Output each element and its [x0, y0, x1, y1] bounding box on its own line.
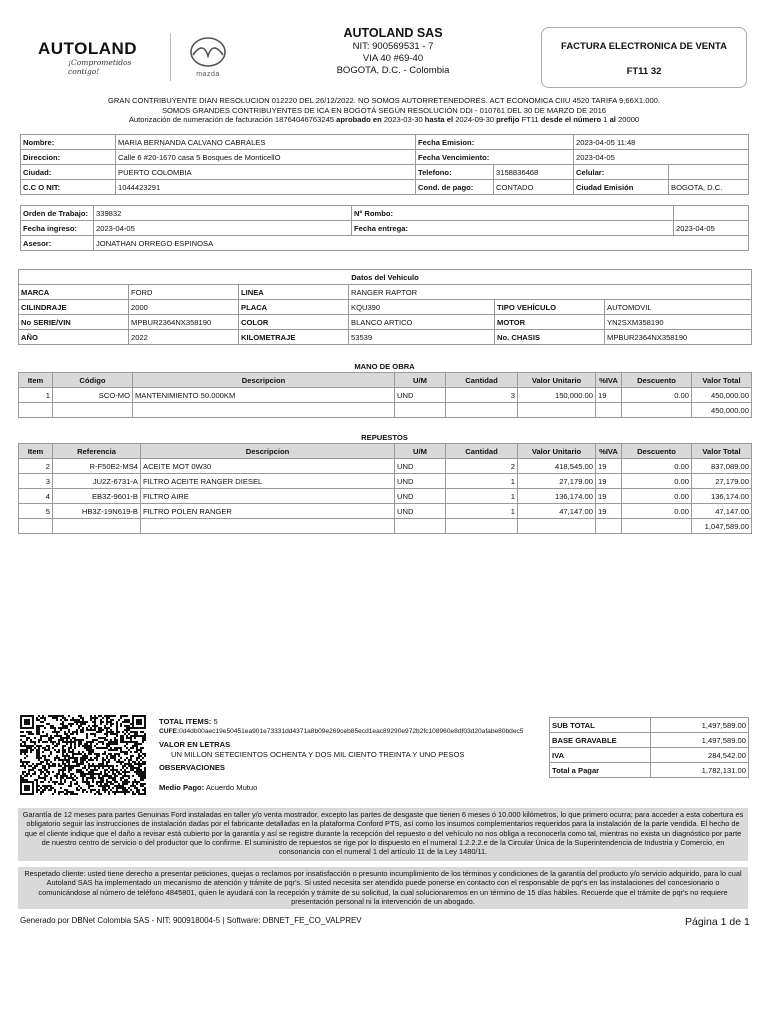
table-row	[19, 474, 752, 489]
item-discount: 0.00	[622, 504, 692, 519]
label: COLOR	[239, 315, 349, 330]
item-number: 1	[19, 388, 53, 403]
table-subtotal-row	[19, 403, 752, 418]
label: Ciudad Emisión	[574, 180, 669, 195]
item-unit: UND	[395, 388, 446, 403]
client-table	[20, 134, 749, 195]
label: Celular:	[574, 165, 669, 180]
column-header: %IVA	[596, 444, 622, 459]
item-quantity: 1	[446, 474, 518, 489]
label: Orden de Trabajo:	[21, 206, 94, 221]
company-info	[300, 26, 486, 77]
client-address: Calle 6 #20-1670 casa 5 Bosques de MonticellO	[116, 150, 416, 165]
table-row	[550, 763, 749, 778]
company-address: VIA 40 #69-40	[362, 53, 424, 64]
item-total: 837,089.00	[692, 459, 752, 474]
logo-divider	[170, 33, 171, 81]
label: OBSERVACIONES	[159, 763, 225, 772]
mazda-emblem-icon	[186, 36, 230, 68]
label: Nombre:	[21, 135, 116, 150]
vehicle-type: AUTOMOVIL	[605, 300, 752, 315]
vehicle-mileage: 53539	[349, 330, 495, 345]
client-phone: 3158836468	[494, 165, 574, 180]
client-nit: 1044423291	[116, 180, 416, 195]
invoice-id-box	[541, 27, 747, 88]
item-unit: UND	[395, 474, 446, 489]
column-header: Cantidad	[446, 373, 518, 388]
rombo-number	[674, 206, 749, 221]
item-quantity: 2	[446, 459, 518, 474]
column-header: Valor Unitario	[518, 444, 596, 459]
label: MARCA	[19, 285, 129, 300]
item-total: 136,174.00	[692, 489, 752, 504]
work-order: 339832	[94, 206, 352, 221]
item-reference: EB3Z-9601-B	[53, 489, 141, 504]
item-unit: UND	[395, 504, 446, 519]
vehicle-section-title: Datos del Vehiculo	[19, 270, 752, 285]
item-description: FILTRO AIRE	[141, 489, 395, 504]
labor-subtotal: 450,000.00	[692, 403, 752, 418]
totals-table	[549, 717, 749, 778]
item-iva: 19	[596, 459, 622, 474]
label: No. CHASIS	[495, 330, 605, 345]
table-row	[21, 180, 749, 195]
label: TOTAL ITEMS:	[159, 717, 212, 726]
item-quantity: 3	[446, 388, 518, 403]
item-reference: R-F50E2-MS4	[53, 459, 141, 474]
issue-date: 2023-04-05 11:48	[574, 135, 749, 150]
item-reference: JU2Z-6731-A	[53, 474, 141, 489]
item-total: 27,179.00	[692, 474, 752, 489]
advisor: JONATHAN ORREGO ESPINOSA	[94, 236, 749, 251]
item-unit-value: 150,000.00	[518, 388, 596, 403]
labor-table	[18, 372, 752, 418]
cufe-code: 0d4db00aec19e50451ea901e73331dd4371a8b09e269ceb85ecd1eac89290e972b2fc108960e8df03d20afabe80bdec5	[179, 728, 524, 735]
label: PLACA	[239, 300, 349, 315]
item-reference: HB3Z-19N619-B	[53, 504, 141, 519]
qr-code	[20, 715, 146, 795]
column-header: U/M	[395, 373, 446, 388]
taxable-base-value: 1,497,589.00	[651, 733, 749, 748]
label: Direccion:	[21, 150, 116, 165]
column-header: Descuento	[622, 444, 692, 459]
generated-by: Generado por DBNet Colombia SAS - NIT: 900918004-5 | Software: DBNET_FE_CO_VALPREV	[20, 916, 362, 925]
item-iva: 19	[596, 388, 622, 403]
label: LINEA	[239, 285, 349, 300]
item-unit-value: 136,174.00	[518, 489, 596, 504]
table-row	[19, 330, 752, 345]
item-quantity: 1	[446, 489, 518, 504]
client-city: PUERTO COLOMBIA	[116, 165, 416, 180]
notes-line-1: GRAN CONTRIBUYENTE DIAN RESOLUCION 012220 DEL 26/12/2022. NO SOMOS AUTORRETENEDORES. ACT ECONOMICA CIIU 4520 TARIFA 9,66X1.000.	[108, 96, 660, 105]
company-city: BOGOTA, D.C. - Colombia	[336, 65, 450, 76]
item-number: 2	[19, 459, 53, 474]
label: Nº Rombo:	[352, 206, 674, 221]
vehicle-motor: YN2SXM358190	[605, 315, 752, 330]
vehicle-color: BLANCO ARTICO	[349, 315, 495, 330]
issue-city: BOGOTA, D.C.	[669, 180, 749, 195]
amount-in-words: UN MILLON SETECIENTOS OCHENTA Y DOS MIL CIENTO TREINTA Y UNO PESOS	[171, 750, 465, 759]
table-row	[21, 135, 749, 150]
vehicle-displacement: 2000	[129, 300, 239, 315]
label: VALOR EN LETRAS	[159, 740, 231, 749]
item-unit-value: 418,545.00	[518, 459, 596, 474]
label: AÑO	[19, 330, 129, 345]
item-unit: UND	[395, 459, 446, 474]
labor-section-title: MANO DE OBRA	[354, 362, 415, 371]
label: Asesor:	[21, 236, 94, 251]
label: CUFE:	[159, 728, 180, 735]
company-name: AUTOLAND SAS	[343, 26, 443, 40]
subtotal-value: 1,497,589.00	[651, 718, 749, 733]
item-description: ACEITE MOT 0W30	[141, 459, 395, 474]
item-description: FILTRO POLEN RANGER	[141, 504, 395, 519]
table-row	[19, 300, 752, 315]
label: TIPO VEHÍCULO	[495, 300, 605, 315]
logo-slogan: ¡Comprometidos contigo!	[68, 58, 132, 76]
legal-notes	[20, 96, 748, 125]
item-iva: 19	[596, 474, 622, 489]
item-description: FILTRO ACEITE RANGER DIESEL	[141, 474, 395, 489]
label: Fecha Vencimiento:	[416, 150, 574, 165]
autoland-logo	[38, 40, 158, 76]
item-unit-value: 27,179.00	[518, 474, 596, 489]
item-code: SCO-MO	[53, 388, 133, 403]
label: Fecha entrega:	[352, 221, 674, 236]
column-header: Item	[19, 373, 53, 388]
page-number: Página 1 de 1	[685, 916, 750, 928]
item-unit-value: 47,147.00	[518, 504, 596, 519]
item-iva: 19	[596, 504, 622, 519]
table-row	[21, 150, 749, 165]
guarantee-notice: Garantía de 12 meses para partes Genuinas Ford instaladas en taller y/o venta mostrador, excepto las partes de desgaste que tienen 6 meses ó 10.000 kilómetros, lo que primero ocurra; para acceder a esta cobertura es obligatorio seguir las instrucciones de instalación dadas por el fabricante detalladas en la plataforma Conford PTS, así como los insumos complementarios requeridos para la instalación de la parte vendida. El hecho de que el cliente indique que el daño a revisar está cubierto por la garantía y así se registre durante la recepción del repuesto o del vehículo no nos obliga a reconocerla como tal, mientras no exista un diagnóstico por parte de nuestro centro de servicio o del productor que lo confirme. El suministro de repuestos se rige por lo dispuesto en el numeral 1.2.2.2.e de la Circular Única de la Superintendencia de Industria y Comercio, en consonancia con el numeral 1 del artículo 11 de la Ley 1480/11.	[18, 808, 748, 861]
table-row	[21, 221, 749, 236]
delivery-date: 2023-04-05	[674, 221, 749, 236]
client-mobile	[669, 165, 749, 180]
payment-method: Acuerdo Mutuo	[205, 783, 258, 792]
column-header: Valor Unitario	[518, 373, 596, 388]
label: Medio Pago:	[159, 783, 205, 792]
label: Ciudad:	[21, 165, 116, 180]
table-row	[19, 459, 752, 474]
label: No SERIE/VIN	[19, 315, 129, 330]
item-number: 3	[19, 474, 53, 489]
table-row	[21, 236, 749, 251]
logo-wordmark: AUTOLAND	[38, 39, 138, 58]
column-header: %IVA	[596, 373, 622, 388]
item-unit: UND	[395, 489, 446, 504]
column-header: Descripcion	[141, 444, 395, 459]
table-subtotal-row	[19, 519, 752, 534]
item-total: 47,147.00	[692, 504, 752, 519]
vehicle-plate: KQU390	[349, 300, 495, 315]
mazda-logo	[186, 36, 230, 80]
label: C.C O NIT:	[21, 180, 116, 195]
total-items: 5	[213, 717, 218, 726]
parts-section-title: REPUESTOS	[361, 433, 408, 442]
total-to-pay: 1,782,131.00	[651, 763, 749, 778]
vehicle-brand: FORD	[129, 285, 239, 300]
item-iva: 19	[596, 489, 622, 504]
table-header-row	[19, 444, 752, 459]
item-discount: 0.00	[622, 489, 692, 504]
table-row	[550, 748, 749, 763]
column-header: U/M	[395, 444, 446, 459]
column-header: Descripcion	[133, 373, 395, 388]
parts-table	[18, 443, 752, 534]
column-header: Valor Total	[692, 373, 752, 388]
table-row	[19, 388, 752, 403]
label: SUB TOTAL	[550, 718, 651, 733]
column-header: Descuento	[622, 373, 692, 388]
vehicle-year: 2022	[129, 330, 239, 345]
notes-authorization: Autorización de numeración de facturación 18764046763245 aprobado en 2023-03-30 hasta el 2024-09-30 prefijo FT11 desde el número 1 al 20000	[128, 115, 640, 124]
table-row	[19, 504, 752, 519]
company-nit: NIT: 900569531 - 7	[352, 41, 434, 52]
vehicle-line: RANGER RAPTOR	[349, 285, 752, 300]
mazda-wordmark: mazda	[196, 71, 220, 78]
iva-value: 284,542.00	[651, 748, 749, 763]
column-header: Referencia	[53, 444, 141, 459]
invoice-number: FT11 32	[626, 66, 662, 77]
entry-date: 2023-04-05	[94, 221, 352, 236]
item-number: 4	[19, 489, 53, 504]
item-total: 450,000.00	[692, 388, 752, 403]
label: Telefono:	[416, 165, 494, 180]
column-header: Valor Total	[692, 444, 752, 459]
invoice-type: FACTURA ELECTRONICA DE VENTA	[561, 41, 727, 52]
table-row	[550, 733, 749, 748]
vehicle-table	[18, 269, 752, 345]
parts-subtotal: 1,047,589.00	[692, 519, 752, 534]
label: IVA	[550, 748, 651, 763]
label: Cond. de pago:	[416, 180, 494, 195]
table-row	[21, 206, 749, 221]
table-row	[21, 165, 749, 180]
label: BASE GRAVABLE	[550, 733, 651, 748]
label: CILINDRAJE	[19, 300, 129, 315]
item-number: 5	[19, 504, 53, 519]
table-row	[19, 285, 752, 300]
column-header: Cantidad	[446, 444, 518, 459]
item-description: MANTENIMIENTO 50.000KM	[133, 388, 395, 403]
invoice-summary	[159, 717, 549, 793]
label: Fecha ingreso:	[21, 221, 94, 236]
item-discount: 0.00	[622, 459, 692, 474]
order-table	[20, 205, 749, 251]
due-date: 2023-04-05	[574, 150, 749, 165]
label: Total a Pagar	[550, 763, 651, 778]
table-row	[19, 270, 752, 285]
table-row	[19, 489, 752, 504]
notes-line-2: SOMOS GRANDES CONTRIBUYENTES DE ICA EN BOGOTÁ SEGÚN RESOLUCIÓN DDI - 010761 DEL 30 DE MARZO DE 2016	[161, 105, 607, 115]
label: Fecha Emision:	[416, 135, 574, 150]
label: MOTOR	[495, 315, 605, 330]
vehicle-vin: MPBUR2364NX358190	[129, 315, 239, 330]
label: KILOMETRAJE	[239, 330, 349, 345]
table-header-row	[19, 373, 752, 388]
column-header: Item	[19, 444, 53, 459]
table-row	[19, 315, 752, 330]
pqr-notice: Respetado cliente: usted tiene derecho a presentar peticiones, quejas o reclamos por insatisfacción o presunto incumplimiento de los términos y condiciones de la garantía del producto y/o servicio adquirido, para lo cual Autoland SAS ha implementado un mecanismo de atención y trámite de pqr's. Si usted necesita ser atendido puede ponerse en contacto con el responsable de pqr's en las instalaciones del concesionario o comunicándose al número de teléfono 4845801, quien le ayudará con la recepción y trámite de su solicitud, la cual solucionaremos en un término de 15 días hábiles. Recuerde que el trámite de pqr's no requiere presentación personal ni la intervención de un abogado.	[18, 867, 748, 909]
item-discount: 0.00	[622, 474, 692, 489]
item-discount: 0.00	[622, 388, 692, 403]
column-header: Código	[53, 373, 133, 388]
table-row	[550, 718, 749, 733]
payment-condition: CONTADO	[494, 180, 574, 195]
vehicle-chassis: MPBUR2364NX358190	[605, 330, 752, 345]
client-name: MARIA BERNANDA CALVANO CABRALES	[116, 135, 416, 150]
item-quantity: 1	[446, 504, 518, 519]
